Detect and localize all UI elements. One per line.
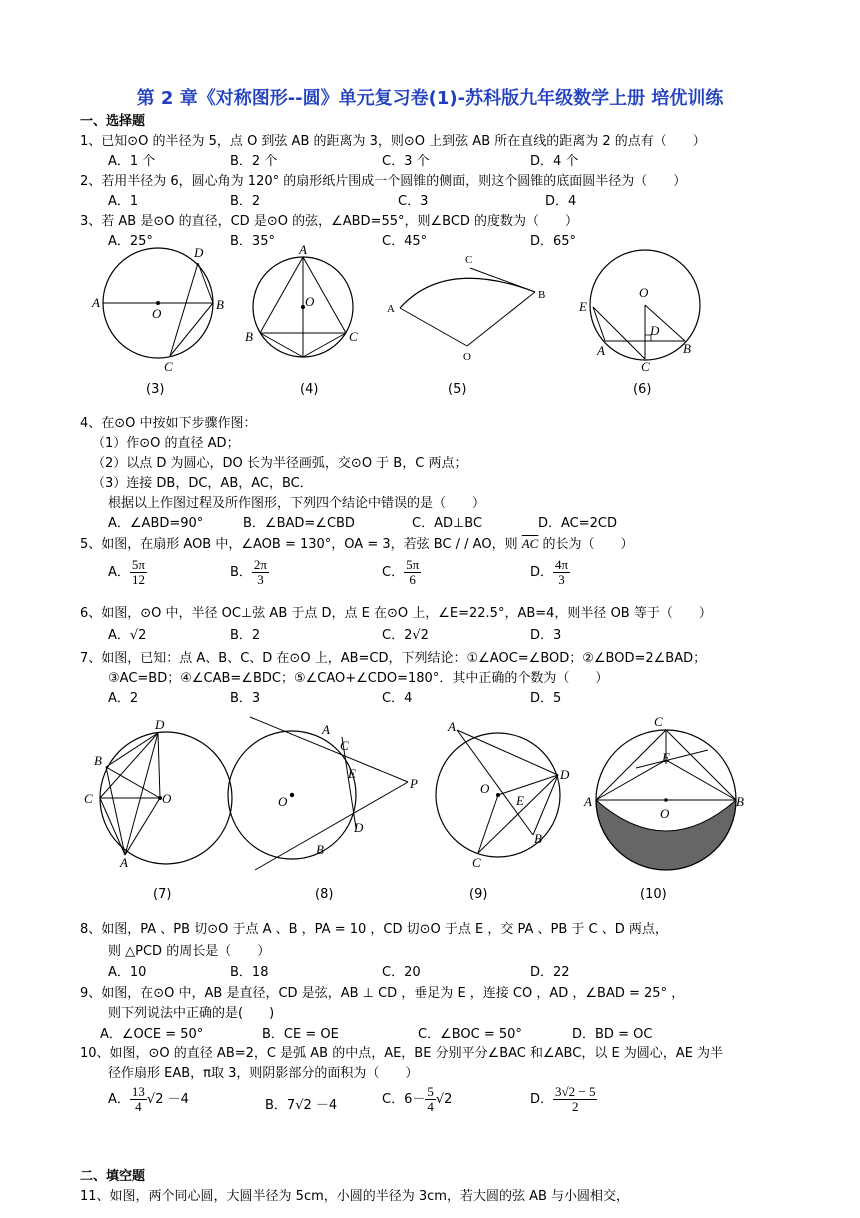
label: O: [305, 294, 315, 309]
option-c: C．3 个: [382, 154, 430, 169]
option-letter: D．: [530, 565, 554, 580]
denominator: 4: [135, 1099, 142, 1114]
label: B: [216, 297, 224, 312]
stem-part: 的长为（ ）: [542, 537, 634, 552]
figure-caption: (5): [448, 382, 467, 397]
figure-caption: (6): [633, 382, 652, 397]
option-pre: 6－: [404, 1092, 426, 1107]
option-letter: C．: [382, 1092, 405, 1107]
question-8-stem-2: 则 △PCD 的周长是（ ）: [108, 944, 271, 959]
figure-caption: (10): [640, 887, 667, 902]
question-11-stem: 11、如图，两个同心圆，大圆半径为 5cm，小圆的半径为 3cm，若大圆的弦 AB 与小圆相交，: [80, 1189, 630, 1204]
label: O: [162, 791, 172, 806]
figure-6: [573, 245, 713, 380]
option-letter: A．: [108, 1092, 130, 1107]
question-4-step: 根据以上作图过程及所作图形，下列四个结论中错误的是（ ）: [108, 496, 486, 511]
arc-label: $\overline{AC}$: [521, 536, 539, 551]
denominator: 6: [409, 572, 416, 587]
label: B: [538, 289, 546, 301]
label: C: [349, 329, 358, 344]
option-b: B．35°: [230, 234, 275, 249]
option-c: [382, 1085, 452, 1114]
label: C: [641, 359, 650, 374]
option-b: B．2 个: [230, 154, 278, 169]
numerator: 5π: [131, 557, 145, 572]
option-d: [530, 1085, 597, 1114]
numerator: 3√2 − 5: [555, 1084, 596, 1099]
denominator: 3: [257, 572, 264, 587]
option-letter: B．: [265, 1098, 287, 1113]
denominator: 12: [131, 572, 145, 587]
label: C: [340, 738, 349, 753]
label: A: [448, 719, 456, 734]
question-10-stem-2: 径作扇形 EAB，π取 3，则阴影部分的面积为（ ）: [108, 1066, 419, 1081]
option-b: B．CE = OE: [262, 1027, 339, 1042]
label: C: [164, 359, 173, 374]
option-d: D．3: [530, 628, 562, 643]
label: C: [84, 791, 93, 806]
section-fill: 二、填空题: [80, 1169, 146, 1184]
label: D: [650, 323, 660, 338]
label: A: [120, 855, 128, 870]
label: P: [410, 776, 418, 791]
option-a: A．√2: [108, 628, 147, 643]
label: B: [94, 753, 102, 768]
label: D: [194, 245, 204, 260]
figure-caption: (3): [146, 382, 165, 397]
question-7-stem: 7、如图，已知：点 A、B、C、D 在⊙O 上，AB=CD，下列结论：①∠AOC=∠BOD；②∠BOD=2∠BAD；: [80, 651, 707, 666]
question-4-step: （3）连接 DB，DC，AB，AC，BC．: [92, 476, 313, 491]
label: E: [579, 299, 587, 314]
option-letter: B．: [230, 565, 252, 580]
option-d: D．5: [530, 691, 562, 706]
option-c: C．∠BOC = 50°: [418, 1027, 522, 1042]
option-d: D．65°: [530, 234, 577, 249]
option-tail: √2: [435, 1092, 453, 1107]
option-text: 7√2 －4: [286, 1098, 338, 1113]
numerator: 5: [427, 1084, 434, 1099]
figure-8: [230, 710, 430, 880]
option-a: A．∠OCE = 50°: [100, 1027, 204, 1042]
figure-4: [245, 242, 365, 380]
question-1-stem: 1、已知⊙O 的半径为 5，点 O 到弦 AB 的距离为 3，则⊙O 上到弦 AB 所在直线的距离为 2 的点有（ ）: [80, 134, 706, 149]
label: O: [152, 306, 162, 321]
option-b: [230, 558, 269, 587]
option-a: [108, 1085, 189, 1114]
option-d: D．AC=2CD: [538, 516, 618, 531]
label: B: [316, 842, 324, 857]
question-2-stem: 2、若用半径为 6，圆心角为 120° 的扇形纸片围成一个圆锥的侧面，则这个圆锥的底面圆半径为（ ）: [80, 174, 687, 189]
label: E: [348, 766, 356, 781]
figure-caption: (4): [300, 382, 319, 397]
question-9-stem: 9、如图，在⊙O 中，AB 是直径，CD 是弦，AB ⊥ CD ，垂足为 E ，连接 CO ，AD ，∠BAD = 25° ，: [80, 986, 685, 1001]
question-8-stem: 8、如图，PA 、PB 切⊙O 于点 A 、B ，PA = 10 ，CD 切⊙O 于点 E ，交 PA 、PB 于 C 、D 两点，: [80, 922, 668, 937]
label: A: [597, 343, 605, 358]
label: O: [660, 806, 670, 821]
denominator: 3: [558, 572, 565, 587]
option-a: A．∠ABD=90°: [108, 516, 204, 531]
option-d: D．22: [530, 965, 570, 980]
label: A: [322, 722, 330, 737]
numerator: 5π: [406, 557, 420, 572]
label: D: [354, 820, 364, 835]
option-d: [530, 558, 570, 587]
numerator: 4π: [555, 557, 569, 572]
label: A: [92, 295, 100, 310]
option-letter: D．: [530, 1092, 554, 1107]
question-6-stem: 6、如图，⊙O 中，半径 OC⊥弦 AB 于点 D，点 E 在⊙O 上，∠E=22.5°，AB=4，则半径 OB 等于（ ）: [80, 606, 712, 621]
denominator: 4: [427, 1099, 434, 1114]
option-d: D．BD = OC: [572, 1027, 653, 1042]
stem-part: 5、如图，在扇形 AOB 中，∠AOB = 130°，OA = 3，若弦 BC / / AO，则: [80, 537, 518, 552]
question-4-stem: 4、在⊙O 中按如下步骤作图：: [80, 416, 257, 431]
option-a: A．10: [108, 965, 147, 980]
option-c: C．AD⊥BC: [412, 516, 483, 531]
option-b: B．2: [230, 194, 261, 209]
figure-5: [385, 250, 555, 370]
figure-7: [80, 715, 230, 875]
figure-caption: (7): [153, 887, 172, 902]
option-c: [382, 558, 421, 587]
question-3-stem: 3、若 AB 是⊙O 的直径，CD 是⊙O 的弦，∠ABD=55°，则∠BCD 的度数为（ ）: [80, 214, 579, 229]
label: A: [299, 242, 307, 257]
figure-10: [578, 712, 758, 877]
question-5-stem: [80, 533, 634, 552]
label: O: [639, 285, 649, 300]
label: D: [560, 767, 570, 782]
option-a: A．2: [108, 691, 139, 706]
figure-9: [430, 715, 580, 875]
question-9-stem-2: 则下列说法中正确的是( ): [108, 1006, 275, 1021]
figure-caption: (9): [469, 887, 488, 902]
label: E: [516, 793, 524, 808]
option-a: A．1 个: [108, 154, 156, 169]
option-b: B．3: [230, 691, 261, 706]
label: D: [155, 717, 165, 732]
option-a: A．1: [108, 194, 139, 209]
label: O: [480, 781, 490, 796]
label: A: [584, 794, 592, 809]
page-title: 第 2 章《对称图形--圆》单元复习卷(1)-苏科版九年级数学上册 培优训练: [136, 88, 724, 109]
label: C: [472, 855, 481, 870]
label: B: [736, 794, 744, 809]
numerator: 2π: [253, 557, 267, 572]
section-choice: 一、选择题: [80, 114, 146, 129]
label: O: [278, 794, 288, 809]
option-d: D．4: [545, 194, 577, 209]
numerator: 13: [131, 1084, 145, 1099]
option-a: A．25°: [108, 234, 153, 249]
option-letter: C．: [382, 565, 405, 580]
option-c: C．2√2: [382, 628, 429, 643]
figure-caption: (8): [315, 887, 334, 902]
label: A: [387, 303, 395, 315]
label: C: [654, 714, 663, 729]
figure-3: [90, 245, 230, 380]
option-a: [108, 558, 147, 587]
question-10-stem: 10、如图，⊙O 的直径 AB=2，C 是弧 AB 的中点，AE，BE 分别平分∠BAC 和∠ABC，以 E 为圆心，AE 为半: [80, 1046, 724, 1061]
label: B: [534, 831, 542, 846]
label: B: [683, 341, 691, 356]
option-b: [265, 1094, 337, 1113]
option-c: C．20: [382, 965, 421, 980]
question-4-step: （2）以点 D 为圆心，DO 长为半径画弧，交⊙O 于 B，C 两点；: [92, 456, 468, 471]
question-4-step: （1）作⊙O 的直径 AD；: [92, 436, 240, 451]
denominator: 2: [572, 1099, 579, 1114]
option-b: B．∠BAD=∠CBD: [243, 516, 355, 531]
option-c: C．45°: [382, 234, 428, 249]
option-c: C．4: [382, 691, 413, 706]
label: B: [245, 329, 253, 344]
option-b: B．2: [230, 628, 261, 643]
question-7-stem-2: ③AC=BD；④∠CAB=∠BDC；⑤∠CAO+∠CDO=180°．其中正确的个数为（ ）: [108, 671, 609, 686]
option-c: C．3: [398, 194, 429, 209]
label: E: [662, 750, 670, 765]
option-tail: √2 －4: [146, 1092, 189, 1107]
label: C: [465, 254, 473, 266]
option-letter: A．: [108, 565, 130, 580]
label: O: [463, 351, 471, 363]
option-d: D．4 个: [530, 154, 579, 169]
option-b: B．18: [230, 965, 269, 980]
